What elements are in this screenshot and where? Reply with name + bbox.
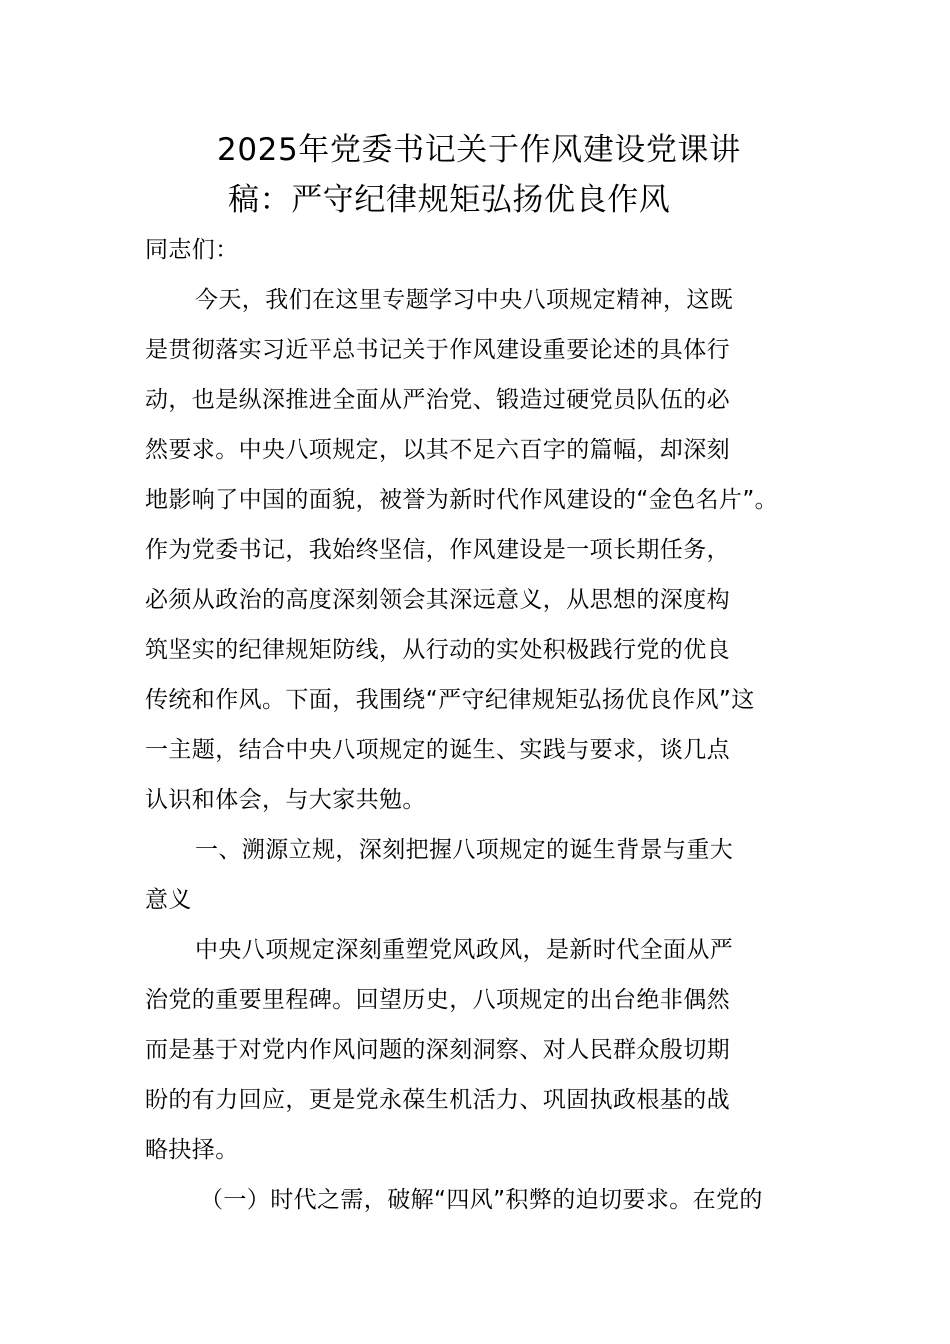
paragraph-line: 筑坚实的纪律规矩防线，从行动的实处积极践行党的优良 (145, 637, 730, 663)
paragraph-line: 认识和体会，与大家共勉。 (145, 787, 426, 813)
paragraph-line: 盼的有力回应，更是党永葆生机活力、巩固执政根基的战 (145, 1087, 730, 1113)
paragraph-line: 动，也是纵深推进全面从严治党、锻造过硬党员队伍的必 (145, 387, 730, 413)
subsection-heading-line: （一）时代之需，破解“四风”积弊的迫切要求。在党的 (200, 1187, 763, 1213)
paragraph-line: 而是基于对党内作风问题的深刻洞察、对人民群众殷切期 (145, 1037, 730, 1063)
paragraph-line: 是贯彻落实习近平总书记关于作风建设重要论述的具体行 (145, 337, 730, 363)
paragraph-line: 治党的重要里程碑。回望历史，八项规定的出台绝非偶然 (145, 987, 730, 1013)
document-title-line-1: 2025年党委书记关于作风建设党课讲 (217, 132, 741, 168)
paragraph-line: 作为党委书记，我始终坚信，作风建设是一项长期任务， (145, 537, 730, 563)
section-heading-line: 一、溯源立规，深刻把握八项规定的诞生背景与重大 (195, 837, 734, 863)
paragraph-line: 必须从政治的高度深刻领会其深远意义，从思想的深度构 (145, 587, 730, 613)
section-heading-line: 意义 (145, 887, 192, 913)
paragraph-line: 今天，我们在这里专题学习中央八项规定精神，这既 (195, 287, 734, 313)
document-title-line-2: 稿：严守纪律规矩弘扬优良作风 (228, 182, 671, 218)
paragraph-line: 一主题，结合中央八项规定的诞生、实践与要求，谈几点 (145, 737, 730, 763)
paragraph-line: 传统和作风。下面，我围绕“严守纪律规矩弘扬优良作风”这 (145, 687, 755, 713)
paragraph-line: 地影响了中国的面貌，被誉为新时代作风建设的“金色名片”。 (145, 487, 779, 513)
paragraph-line: 然要求。中央八项规定，以其不足六百字的篇幅，却深刻 (145, 437, 730, 463)
paragraph-line: 中央八项规定深刻重塑党风政风，是新时代全面从严 (195, 937, 734, 963)
paragraph-line: 略抉择。 (145, 1137, 239, 1163)
salutation: 同志们： (145, 237, 239, 263)
